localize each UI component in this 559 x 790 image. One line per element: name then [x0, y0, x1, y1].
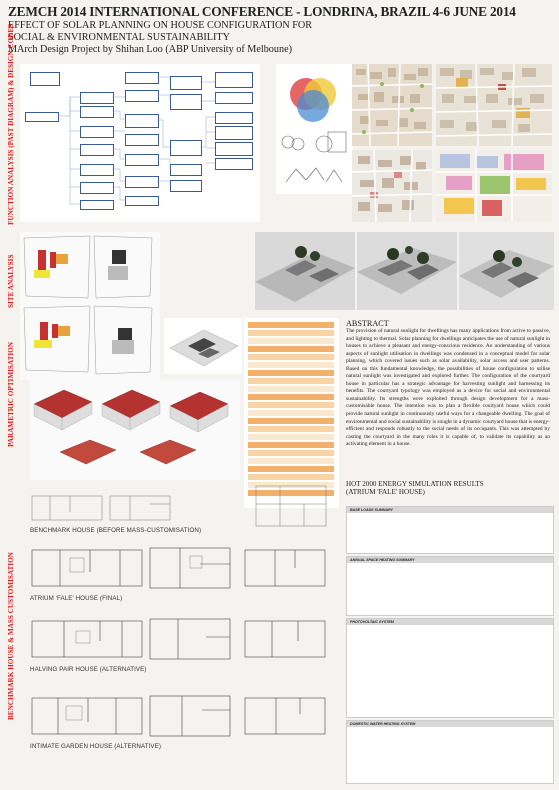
param-table-row	[248, 394, 334, 400]
param-table-row	[248, 362, 334, 368]
param-table-row	[248, 378, 334, 384]
simulation-title-line-2: (ATRIUM 'FALE' HOUSE)	[346, 488, 425, 497]
space-heating-header: ANNUAL SPACE HEATING SUMMARY	[347, 557, 553, 563]
section-label-site: SITE ANALYSIS	[7, 254, 15, 308]
water-heating-header: DOMESTIC WATER HEATING SYSTEM	[347, 721, 553, 727]
param-table-row	[248, 426, 334, 432]
param-table-row	[248, 450, 334, 456]
param-table	[244, 318, 339, 508]
plan-benchmark-upper	[250, 482, 332, 530]
design-codes-venn	[276, 64, 353, 194]
param-table-row	[248, 386, 334, 392]
water-heating-table	[346, 720, 554, 784]
param-table-row	[248, 370, 334, 376]
space-heating-table	[346, 556, 554, 616]
simulation-title	[346, 480, 556, 497]
plan-caption-halving: HALVING PAIR HOUSE (ALTERNATIVE)	[30, 666, 147, 673]
param-table-row	[248, 338, 334, 344]
section-label-benchmark: BENCHMARK HOUSE & MASS CUSTOMISATION	[7, 552, 15, 720]
subtitle-line-1: EFFECT OF SOLAR PLANNING ON HOUSE CONFIGURATION FOR	[8, 20, 313, 31]
abstract-body: The provision of natural sunlight for dwellings has many applications from active to passive, and lighting to thermal. Solar planning for dwellings anticipates the use of natural sunlight in houses to achieve a pleasant and energy-conscious residence. An understanding of various aspects of sunlight utilisation in dwellings was condensed in a conceptual model for solar planning, which covered issues such as solar availability, solar access and user patterns. Based on this fundamental knowledge, the possibilities of house configuration to utilise natural sunlight was investigated and explored further. The configuration of the courtyard house in particular has a strategic advantage for harvesting sunlight and harnessing its benefits. The courtyard typology was employed as a device for social and environmental sustainability. Its strengths were exploited through design development for a mass-customisable house. The intention was to plan a flexible courtyard house which could provide natural sunlight in continuously useful ways for a changeable dwelling. The goal of environmental and social sustainability is sought in a dynamic courtyard house that is energy-efficient and responds robustly to the social needs of its occupants. This was attempted by casting the courtyard in the many roles it is capable of, to validate its capability as an activating element in a house.	[346, 328, 550, 448]
param-table-row	[248, 402, 334, 408]
param-roof-renders	[30, 380, 240, 480]
subtitle-line-2: SOCIAL & ENVIRONMENTAL SUSTAINABILITY	[8, 32, 231, 43]
site-map-1	[352, 64, 432, 146]
param-table-row	[248, 442, 334, 448]
simulation-title-line-1: HOT 2000 ENERGY SIMULATION RESULTS	[346, 480, 484, 488]
photovoltaic-header: PHOTOVOLTAIC SYSTEM	[347, 619, 553, 625]
param-table-row	[248, 330, 334, 336]
site-render-1	[255, 232, 355, 310]
abstract-title: ABSTRACT	[346, 319, 389, 328]
site-map-4	[436, 150, 552, 222]
plan-caption-intimate: INTIMATE GARDEN HOUSE (ALTERNATIVE)	[30, 743, 162, 750]
plan-halving	[30, 615, 330, 663]
param-table-row	[248, 418, 334, 424]
param-table-row	[248, 434, 334, 440]
plan-benchmark	[30, 494, 242, 524]
param-table-row	[248, 474, 334, 480]
poster-title: ZEMCH 2014 INTERNATIONAL CONFERENCE - LONDRINA, BRAZIL 4-6 JUNE 2014	[8, 4, 516, 19]
site-analysis-plans	[20, 232, 160, 380]
site-map-3	[352, 150, 432, 222]
section-label-function: FUNCTION ANALYSIS (PAST DIAGRAM) & DESIGN CODES	[7, 23, 15, 225]
site-render-2	[357, 232, 457, 310]
param-table-row	[248, 458, 334, 464]
plan-intimate	[30, 692, 330, 740]
param-isometric	[164, 318, 242, 374]
section-label-param: PARAMETRIC OPTIMISATION	[7, 342, 15, 448]
param-table-row	[248, 410, 334, 416]
plan-caption-benchmark: BENCHMARK HOUSE (BEFORE MASS-CUSTOMISATION)	[30, 527, 202, 534]
site-map-2	[436, 64, 552, 146]
param-table-row	[248, 354, 334, 360]
plan-atrium	[30, 544, 330, 592]
param-table-row	[248, 466, 334, 472]
base-loads-header: BASE LOADS SUMMARY	[347, 507, 553, 513]
param-table-row	[248, 346, 334, 352]
plan-caption-atrium: ATRIUM 'FALE' HOUSE (FINAL)	[30, 595, 123, 602]
function-analysis-diagram	[20, 64, 260, 222]
photovoltaic-table	[346, 618, 554, 718]
site-render-3	[459, 232, 554, 310]
author-line: MArch Design Project by Shihan Loo (ABP University of Melboune)	[8, 44, 292, 55]
base-loads-table	[346, 506, 554, 554]
param-table-row	[248, 322, 334, 328]
